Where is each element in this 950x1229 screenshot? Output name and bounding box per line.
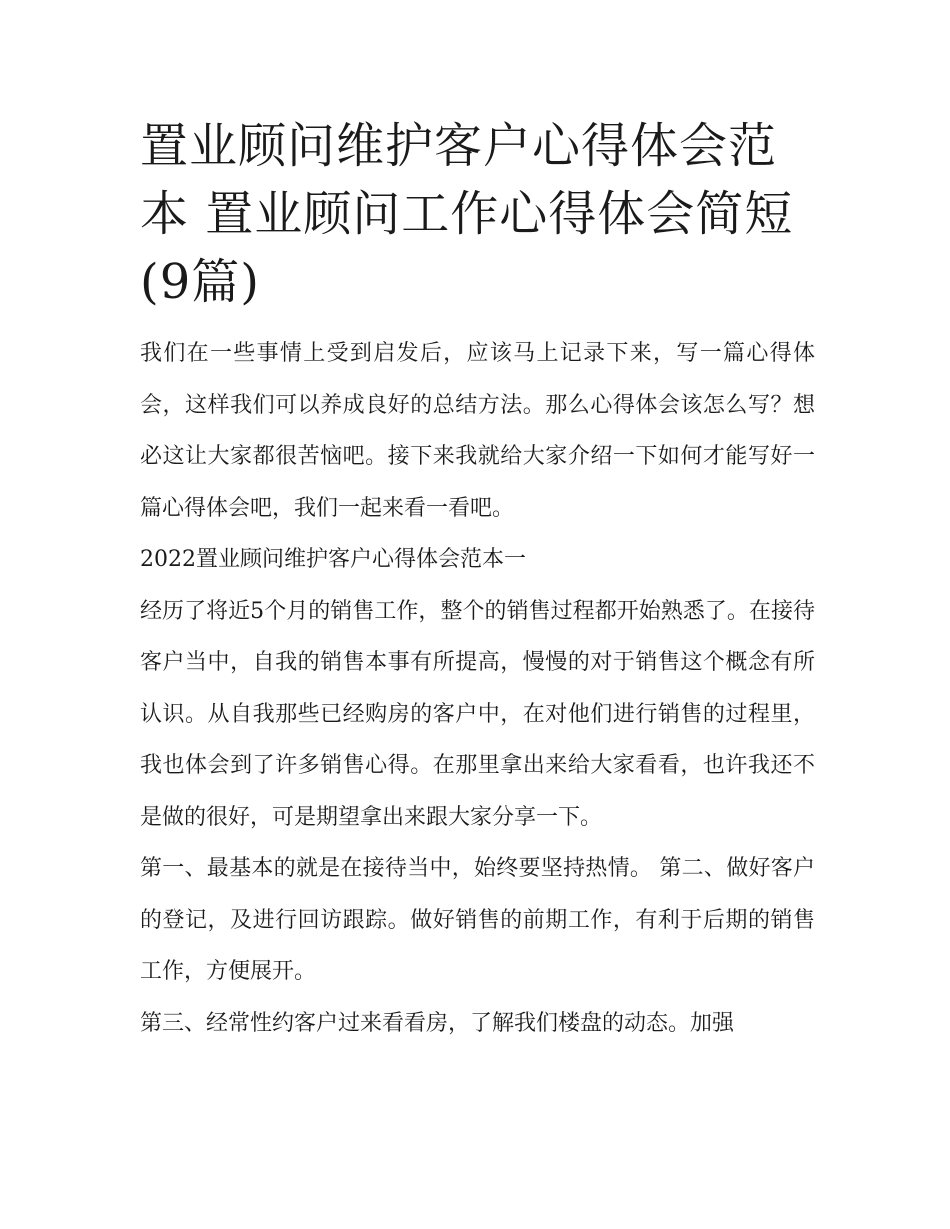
paragraph-point-3: 第三、经常性约客户过来看看房，了解我们楼盘的动态。加强 <box>140 1010 735 1036</box>
section-heading: 2022置业顾问维护客户心得体会范本一 <box>140 547 526 572</box>
paragraph-experience: 经历了将近5个月的销售工作，整个的销售过程都开始熟悉了。在接待客户当中，自我的销售本事有所提高，慢慢的对于销售这个概念有所认识。从自我那些已经购房的客户中，在对他们进行销售的过程里，我也体会到了许多销售心得。在那里拿出来给大家看看，也许我还不是做的很好，可是期望拿出来跟大家分享一下。 <box>140 598 815 830</box>
document-title: 置业顾问维护客户心得体会范本 置业顾问工作心得体会简短(9篇) <box>140 118 794 310</box>
document-page <box>140 112 815 1049</box>
paragraph-points-1-2: 第一、最基本的就是在接待当中，始终要坚持热情。 第二、做好客户的登记，及进行回访跟踪。做好销售的前期工作，有利于后期的销售工作，方便展开。 <box>140 856 815 984</box>
paragraph-intro: 我们在一些事情上受到启发后，应该马上记录下来，写一篇心得体会，这样我们可以养成良好的总结方法。那么心得体会该怎么写？想必这让大家都很苦恼吧。接下来我就给大家介绍一下如何才能写好一篇心得体会吧，我们一起来看一看吧。 <box>140 341 815 521</box>
